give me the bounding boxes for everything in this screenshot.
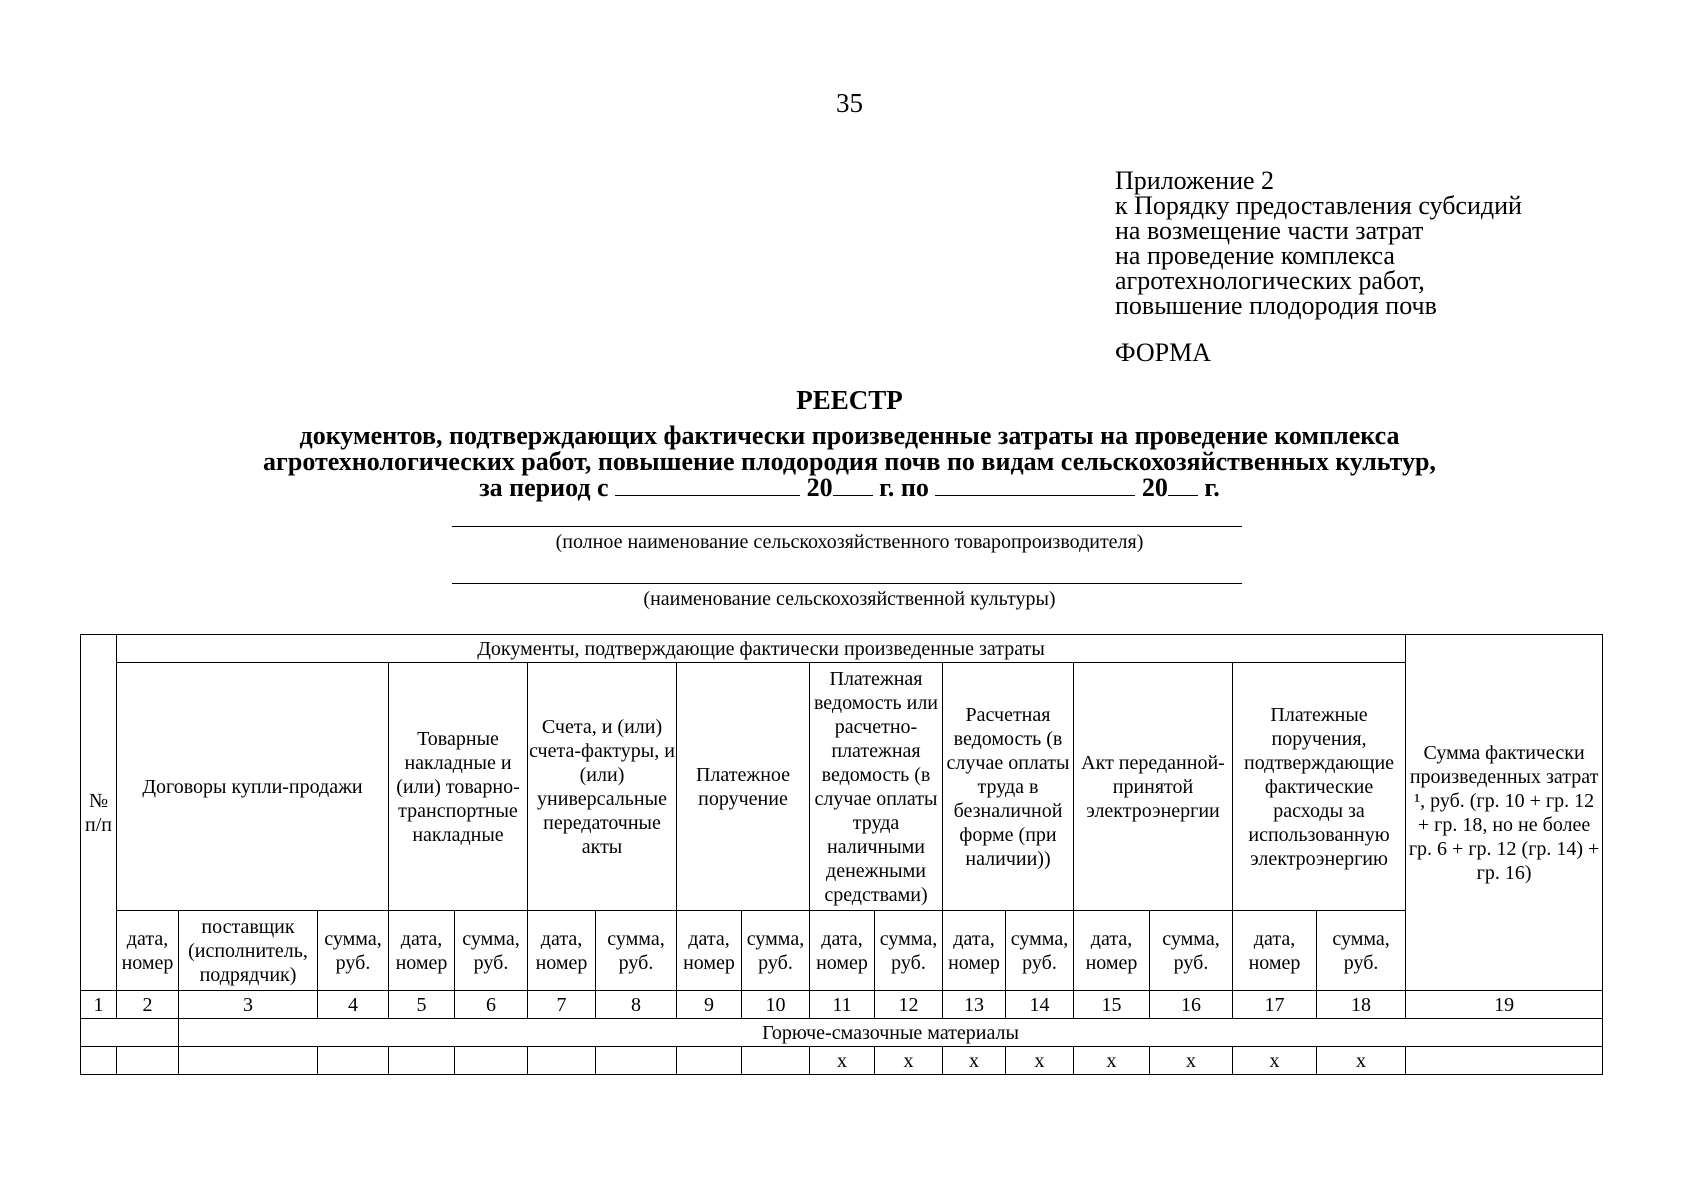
x-mark-cell: х — [810, 1047, 875, 1075]
appendix-line: агротехнологических работ, — [1115, 266, 1425, 295]
header-electricity-payments: Платежные поручения, подтверждающие фактические расходы за использованную электроэнергию — [1233, 663, 1406, 911]
appendix-line: к Порядку предоставления субсидий — [1115, 191, 1522, 220]
subheader-sum: сумма, руб. — [455, 911, 528, 991]
table-cell[interactable] — [117, 1047, 179, 1075]
column-number: 17 — [1233, 991, 1317, 1019]
column-number: 10 — [742, 991, 810, 1019]
period-mid: г. по — [879, 473, 929, 502]
subheader-date-number: дата, номер — [528, 911, 596, 991]
appendix-line: повышение плодородия почв — [1115, 291, 1437, 320]
table-cell[interactable] — [318, 1047, 389, 1075]
x-mark-cell: х — [1150, 1047, 1233, 1075]
subheader-sum: сумма, руб. — [1317, 911, 1406, 991]
column-number: 8 — [596, 991, 677, 1019]
column-number: 5 — [389, 991, 455, 1019]
subtitle-line-1: документов, подтверждающих фактически произведенные затраты на проведение комплекса — [299, 421, 1400, 450]
x-mark-cell: х — [1074, 1047, 1150, 1075]
column-number: 13 — [943, 991, 1006, 1019]
header-row-number: № п/п — [81, 635, 117, 991]
column-number: 11 — [810, 991, 875, 1019]
subheader-date-number: дата, номер — [389, 911, 455, 991]
subheader-sum: сумма, руб. — [742, 911, 810, 991]
period-year-1-blank — [833, 475, 873, 496]
header-payment-order: Платежное поручение — [677, 663, 810, 911]
period-suffix: г. — [1204, 473, 1220, 502]
table-cell[interactable] — [389, 1047, 455, 1075]
header-total-sum: Сумма фактически произведенных затрат ¹, руб. (гр. 10 + гр. 12 + гр. 18, но не более гр. 6 + гр. 12 (гр. 14) + гр. 16) — [1406, 635, 1603, 991]
table-cell[interactable] — [179, 1047, 318, 1075]
producer-name-caption: (полное наименование сельскохозяйственного товаропроизводителя) — [555, 531, 1144, 553]
column-number: 12 — [875, 991, 943, 1019]
subtitle-line-2: агротехнологических работ, повышение плодородия почв по видам сельскохозяйственных культур, — [263, 447, 1436, 476]
column-number: 19 — [1406, 991, 1603, 1019]
table-cell[interactable] — [596, 1047, 677, 1075]
subheader-supplier: поставщик (исполнитель, подрядчик) — [179, 911, 318, 991]
period-start-blank — [615, 475, 800, 496]
subheader-date-number: дата, номер — [810, 911, 875, 991]
x-mark-cell: х — [1233, 1047, 1317, 1075]
column-number: 9 — [677, 991, 742, 1019]
column-number: 6 — [455, 991, 528, 1019]
section-title: Горюче-смазочные материалы — [179, 1019, 1603, 1047]
subheader-sum: сумма, руб. — [1006, 911, 1074, 991]
section-empty-cell — [81, 1019, 179, 1047]
subheader-date-number: дата, номер — [1233, 911, 1317, 991]
period-year-2-blank — [1168, 475, 1198, 496]
column-number: 15 — [1074, 991, 1150, 1019]
subheader-date-number: дата, номер — [1074, 911, 1150, 991]
x-mark-cell: х — [875, 1047, 943, 1075]
form-label: ФОРМА — [1115, 338, 1211, 367]
header-payroll-cash: Платежная ведомость или расчетно-платежная ведомость (в случае оплаты труда наличными денежными средствами) — [810, 663, 943, 911]
column-number: 3 — [179, 991, 318, 1019]
header-payroll-noncash: Расчетная ведомость (в случае оплаты труда в безналичной форме (при наличии)) — [943, 663, 1074, 911]
period-year-2: 20 — [1141, 473, 1168, 502]
header-invoices: Счета, и (или) счета-фактуры, и (или) универсальные передаточные акты — [528, 663, 677, 911]
x-mark-cell: х — [943, 1047, 1006, 1075]
table-cell[interactable] — [528, 1047, 596, 1075]
header-electricity-act: Акт переданной-принятой электроэнергии — [1074, 663, 1233, 911]
column-number: 4 — [318, 991, 389, 1019]
subheader-sum: сумма, руб. — [596, 911, 677, 991]
crop-name-caption: (наименование сельскохозяйственной культуры) — [643, 588, 1056, 610]
period-year-1: 20 — [806, 473, 833, 502]
header-waybills: Товарные накладные и (или) товарно-транспортные накладные — [389, 663, 528, 911]
appendix-line: Приложение 2 — [1115, 166, 1275, 195]
producer-name-line — [452, 526, 1242, 527]
column-number: 16 — [1150, 991, 1233, 1019]
x-mark-cell: х — [1317, 1047, 1406, 1075]
appendix-note — [1115, 168, 1522, 318]
table-row — [81, 1047, 1603, 1075]
subheader-sum: сумма, руб. — [318, 911, 389, 991]
table-cell[interactable] — [81, 1047, 117, 1075]
subheader-date-number: дата, номер — [117, 911, 179, 991]
table-cell[interactable] — [455, 1047, 528, 1075]
document-title: РЕЕСТР — [796, 385, 903, 415]
appendix-line: на возмещение части затрат — [1115, 216, 1424, 245]
column-number: 18 — [1317, 991, 1406, 1019]
column-number: 14 — [1006, 991, 1074, 1019]
table-cell[interactable] — [677, 1047, 742, 1075]
section-row — [81, 1019, 1603, 1047]
column-number: 7 — [528, 991, 596, 1019]
table-cell[interactable] — [742, 1047, 810, 1075]
column-numbers-row — [81, 991, 1603, 1019]
period-prefix: за период с — [479, 473, 609, 502]
subheader-sum: сумма, руб. — [1150, 911, 1233, 991]
column-number: 1 — [81, 991, 117, 1019]
header-contracts: Договоры купли-продажи — [117, 663, 389, 911]
appendix-line: на проведение комплекса — [1115, 241, 1395, 270]
header-documents-group: Документы, подтверждающие фактически произведенные затраты — [117, 635, 1406, 663]
subtitle-line-3 — [0, 475, 1699, 501]
crop-name-line — [452, 583, 1242, 584]
page-number: 35 — [836, 88, 863, 118]
subheader-sum: сумма, руб. — [875, 911, 943, 991]
subheader-date-number: дата, номер — [943, 911, 1006, 991]
column-number: 2 — [117, 991, 179, 1019]
subheader-date-number: дата, номер — [677, 911, 742, 991]
x-mark-cell: х — [1006, 1047, 1074, 1075]
period-end-blank — [935, 475, 1135, 496]
document-subtitle — [0, 423, 1699, 501]
table-cell[interactable] — [1406, 1047, 1603, 1075]
registry-table — [80, 634, 1603, 1075]
